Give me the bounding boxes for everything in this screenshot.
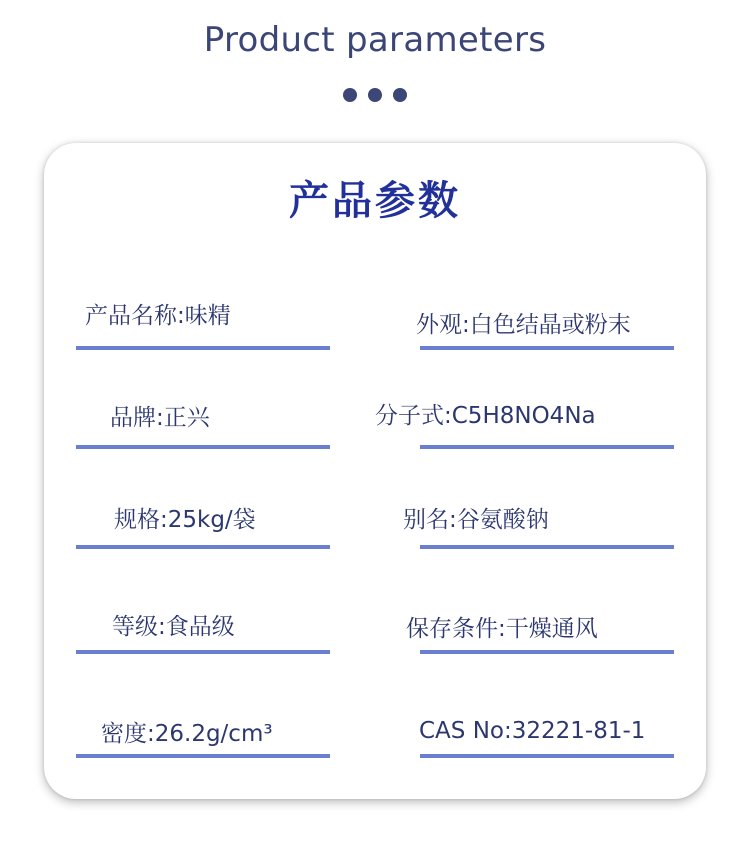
param-underline	[420, 445, 674, 449]
param-value: 味精	[184, 303, 231, 329]
param-value: 白色结晶或粉末	[469, 312, 631, 338]
param-label: 保存条件:	[406, 616, 506, 642]
param-spec	[114, 505, 256, 535]
page-heading: Product parameters	[203, 20, 547, 60]
param-label: 别名:	[403, 507, 457, 533]
param-storage	[406, 614, 598, 644]
param-formula	[375, 401, 596, 431]
param-label: 产品名称:	[85, 303, 185, 329]
param-density	[101, 719, 273, 749]
param-underline	[76, 545, 330, 549]
param-value: 食品级	[165, 614, 235, 640]
param-label: 等级:	[112, 614, 166, 640]
dot-icon	[343, 88, 357, 102]
param-grade	[112, 612, 235, 642]
param-value: 干燥通风	[505, 616, 598, 642]
dots-decoration	[0, 88, 750, 104]
param-underline	[76, 445, 330, 449]
dot-icon	[368, 88, 382, 102]
card-title: 产品参数	[289, 178, 461, 224]
param-underline	[76, 754, 330, 758]
param-value: 谷氨酸钠	[456, 507, 549, 533]
param-label: CAS No:	[419, 718, 512, 744]
param-appearance	[416, 310, 631, 340]
param-underline	[420, 346, 674, 350]
param-product-name	[85, 301, 231, 331]
param-alias	[403, 505, 549, 535]
param-value: 26.2g/cm³	[154, 721, 273, 747]
param-underline	[420, 754, 674, 758]
dot-icon	[393, 88, 407, 102]
param-underline	[420, 650, 674, 654]
param-underline	[76, 650, 330, 654]
param-label: 分子式:	[375, 403, 452, 429]
param-value: 32221-81-1	[511, 718, 646, 744]
param-cas-number	[419, 716, 645, 746]
param-label: 密度:	[101, 721, 155, 747]
param-underline	[76, 346, 330, 350]
param-value: 25kg/袋	[167, 507, 256, 533]
parameters-card	[44, 143, 706, 799]
param-underline	[420, 545, 674, 549]
param-brand	[110, 403, 210, 433]
param-label: 规格:	[114, 507, 168, 533]
param-value: C5H8NO4Na	[451, 403, 596, 429]
param-label: 外观:	[416, 312, 470, 338]
param-label: 品牌:	[110, 405, 164, 431]
param-value: 正兴	[163, 405, 210, 431]
